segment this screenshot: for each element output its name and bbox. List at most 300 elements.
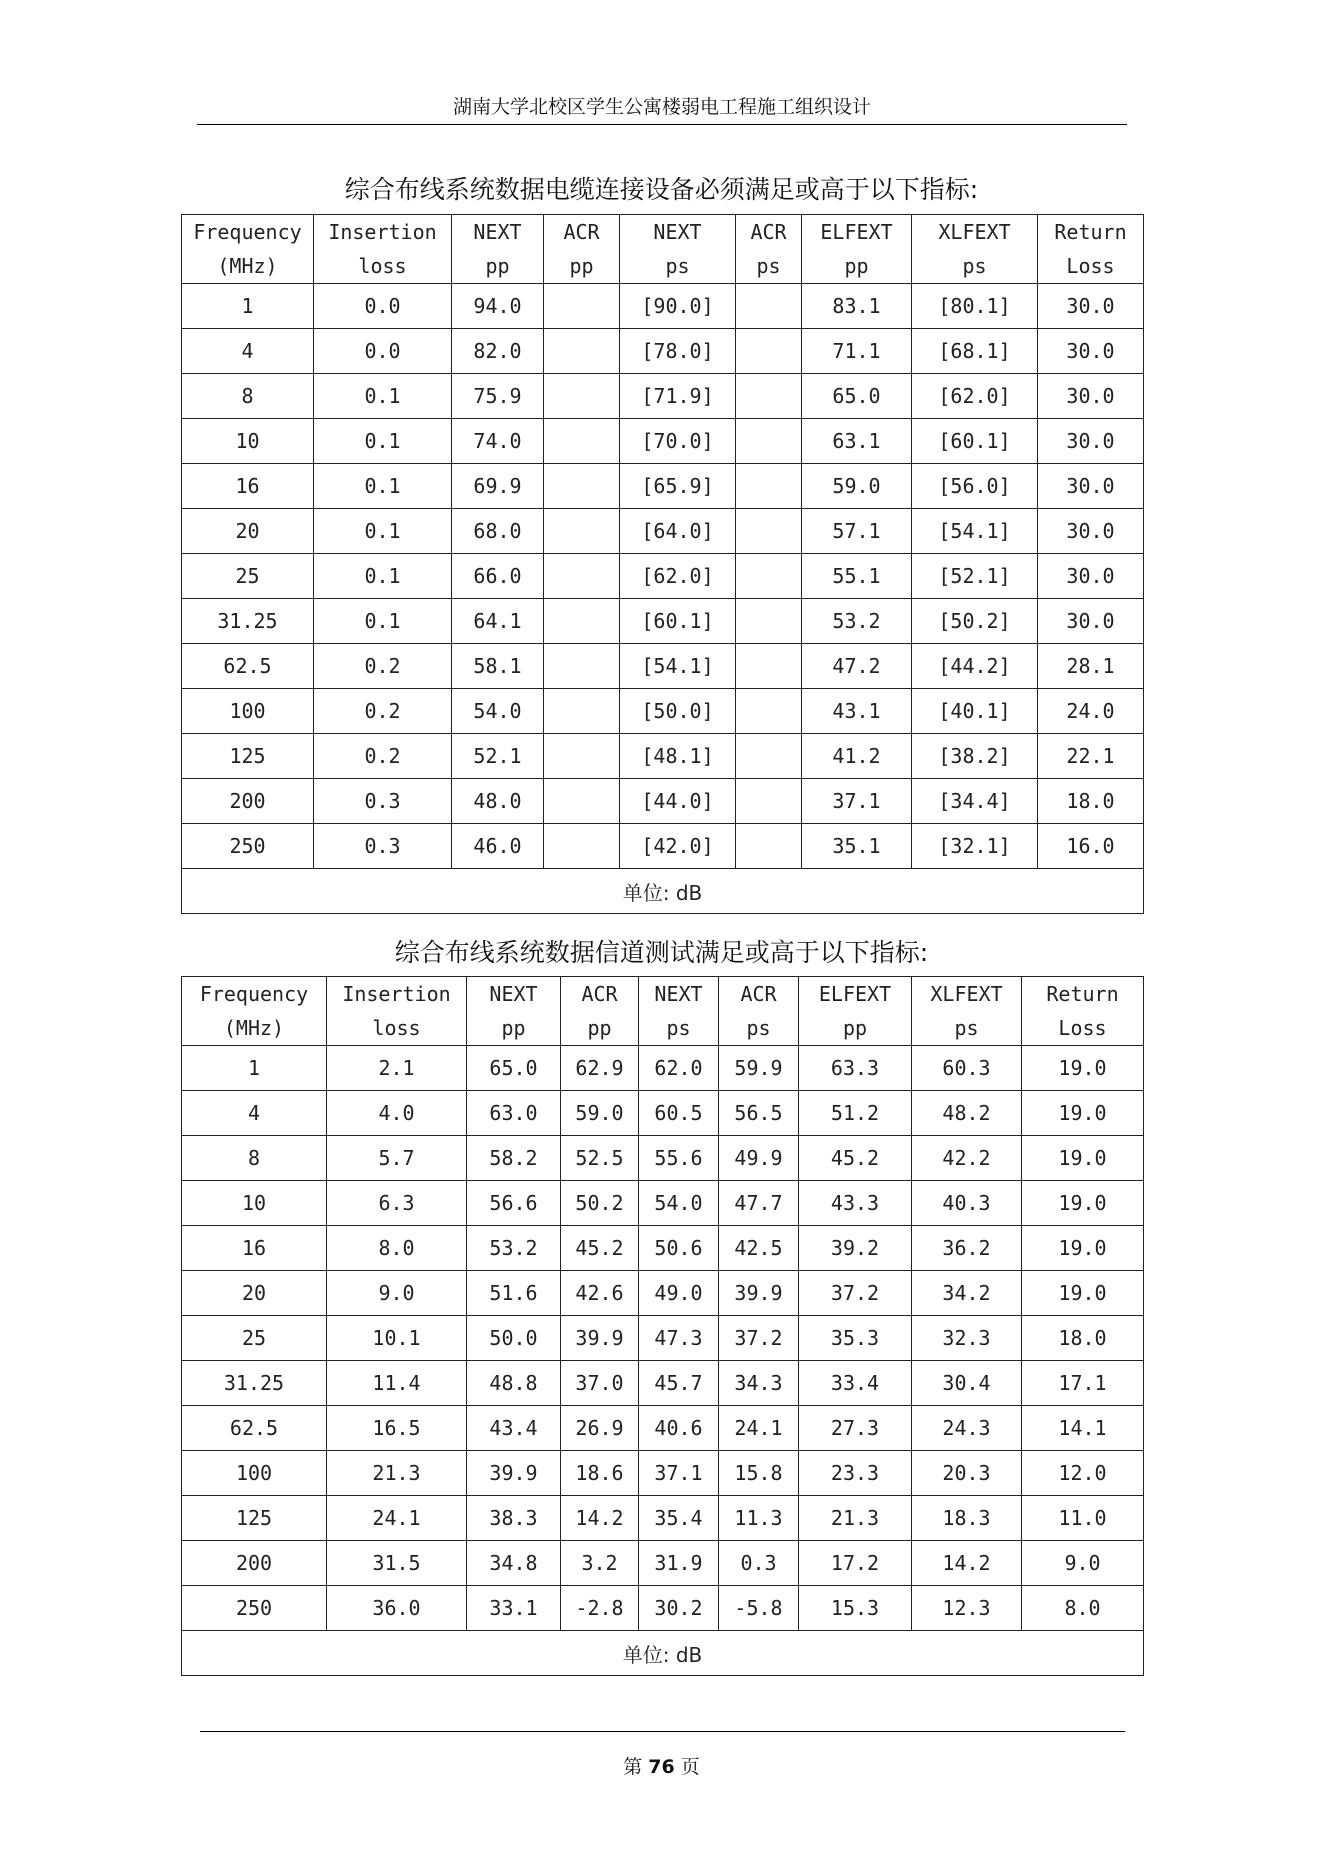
table1-caption: 综合布线系统数据电缆连接设备必须满足或高于以下指标: (344, 175, 979, 204)
header-divider (197, 124, 1127, 125)
table-cell (736, 374, 802, 419)
column-header-line: Return (1046, 982, 1119, 1006)
table-cell: 62.5 (182, 644, 314, 689)
table-cell: 59.0 (802, 464, 912, 509)
table-cell: 64.1 (452, 599, 544, 644)
footer-divider (200, 1731, 1125, 1732)
table-cell: [60.1] (620, 599, 736, 644)
table-cell: 46.0 (452, 824, 544, 869)
column-header-line: ps (666, 1016, 691, 1040)
table-cell: 63.1 (802, 419, 912, 464)
table-cell: 31.5 (327, 1541, 467, 1586)
table-cell: [80.1] (912, 284, 1038, 329)
table-cell: 0.2 (314, 644, 452, 689)
table-cell: 125 (182, 1496, 327, 1541)
table1-column-header (544, 215, 620, 284)
table-cell: 15.8 (719, 1451, 799, 1496)
table-cell: 14.2 (561, 1496, 639, 1541)
cable-connecting-hardware-table (181, 214, 1144, 914)
table-row (182, 374, 1144, 419)
table-cell: [70.0] (620, 419, 736, 464)
table-cell: 53.2 (467, 1226, 561, 1271)
column-header-line: loss (372, 1016, 421, 1040)
table-cell: 54.0 (639, 1181, 719, 1226)
table-cell (544, 419, 620, 464)
table-cell (544, 779, 620, 824)
table-row (182, 689, 1144, 734)
table-cell (736, 464, 802, 509)
table-cell: 57.1 (802, 509, 912, 554)
table-row (182, 779, 1144, 824)
table-cell: 0.1 (314, 509, 452, 554)
table-cell: 31.25 (182, 1361, 327, 1406)
column-header-line: ps (756, 254, 781, 278)
column-header-line: ps (746, 1016, 771, 1040)
table-cell: 12.0 (1022, 1451, 1144, 1496)
column-header-line: ELFEXT (820, 220, 893, 244)
table-cell (736, 419, 802, 464)
table-cell: 56.6 (467, 1181, 561, 1226)
table-cell: 31.9 (639, 1541, 719, 1586)
table-cell: 0.0 (314, 284, 452, 329)
table-cell: 65.0 (467, 1046, 561, 1091)
table-cell: 31.25 (182, 599, 314, 644)
table-cell: 47.7 (719, 1181, 799, 1226)
table-cell: 0.1 (314, 464, 452, 509)
table-cell: 30.0 (1038, 284, 1144, 329)
column-header-line: NEXT (654, 982, 703, 1006)
table-cell: 21.3 (799, 1496, 912, 1541)
table-cell: 1 (182, 284, 314, 329)
table-cell: 24.1 (719, 1406, 799, 1451)
table-cell (736, 734, 802, 779)
table-cell: 17.1 (1022, 1361, 1144, 1406)
column-header-line: loss (358, 254, 407, 278)
table-row (182, 419, 1144, 464)
table-cell (544, 734, 620, 779)
table-cell: 26.9 (561, 1406, 639, 1451)
table1-column-header (620, 215, 736, 284)
table-cell: 51.6 (467, 1271, 561, 1316)
table-cell: 69.9 (452, 464, 544, 509)
table2-header-row (182, 977, 1144, 1046)
table-cell: 74.0 (452, 419, 544, 464)
table-row (182, 554, 1144, 599)
table-row (182, 464, 1144, 509)
table-row (182, 1091, 1144, 1136)
table-cell: 4 (182, 329, 314, 374)
column-header-line: pp (842, 1016, 868, 1040)
table-cell (736, 824, 802, 869)
table-cell: 52.1 (452, 734, 544, 779)
table2-column-header (719, 977, 799, 1046)
table-cell: 4 (182, 1091, 327, 1136)
table-cell: 0.3 (314, 824, 452, 869)
table-cell: [32.1] (912, 824, 1038, 869)
table-cell: 50.6 (639, 1226, 719, 1271)
table-cell: 20 (182, 1271, 327, 1316)
table-cell: 62.0 (639, 1046, 719, 1091)
table-cell: 24.3 (912, 1406, 1022, 1451)
table-cell: 14.2 (912, 1541, 1022, 1586)
table-cell: 58.1 (452, 644, 544, 689)
table-cell: 60.5 (639, 1091, 719, 1136)
table-cell: 25 (182, 554, 314, 599)
table-cell (544, 284, 620, 329)
table-cell: 82.0 (452, 329, 544, 374)
channel-test-table (181, 976, 1144, 1676)
table-cell: [38.2] (912, 734, 1038, 779)
table-cell: 0.1 (314, 419, 452, 464)
table-cell (736, 644, 802, 689)
table-cell: [62.0] (620, 554, 736, 599)
table-cell: 39.9 (719, 1271, 799, 1316)
table-cell: 250 (182, 1586, 327, 1631)
table-row (182, 1496, 1144, 1541)
table-cell: 10 (182, 1181, 327, 1226)
table-cell: 45.7 (639, 1361, 719, 1406)
table-cell: 17.2 (799, 1541, 912, 1586)
table-cell: [50.0] (620, 689, 736, 734)
column-header-line: Return (1054, 220, 1127, 244)
table-cell: 51.2 (799, 1091, 912, 1136)
table2-caption: 综合布线系统数据信道测试满足或高于以下指标: (394, 938, 929, 967)
table-cell (736, 689, 802, 734)
table-cell: 30.0 (1038, 329, 1144, 374)
table-cell: 59.9 (719, 1046, 799, 1091)
table-row (182, 824, 1144, 869)
table-cell: 8 (182, 1136, 327, 1181)
table1-column-header (182, 215, 314, 284)
table1-column-header (1038, 215, 1144, 284)
table-cell: 40.3 (912, 1181, 1022, 1226)
table-cell: 48.8 (467, 1361, 561, 1406)
table-cell (736, 779, 802, 824)
table-cell: 8.0 (1022, 1586, 1144, 1631)
table-cell (544, 509, 620, 554)
table-cell: 68.0 (452, 509, 544, 554)
column-header-line: ps (962, 254, 987, 278)
unit-row (182, 869, 1144, 914)
table-cell: 30.0 (1038, 599, 1144, 644)
table-cell: 58.2 (467, 1136, 561, 1181)
table-cell (736, 554, 802, 599)
table-cell (544, 599, 620, 644)
table-cell: 23.3 (799, 1451, 912, 1496)
table-cell: 63.0 (467, 1091, 561, 1136)
table1-header-row (182, 215, 1144, 284)
table-cell: 34.3 (719, 1361, 799, 1406)
column-header-line: Frequency (199, 982, 309, 1006)
table-row (182, 329, 1144, 374)
table-cell: [44.2] (912, 644, 1038, 689)
table-cell: [71.9] (620, 374, 736, 419)
table-cell: 20.3 (912, 1451, 1022, 1496)
table-cell: 250 (182, 824, 314, 869)
table-cell (544, 554, 620, 599)
table-cell: 125 (182, 734, 314, 779)
column-header-line: NEXT (653, 220, 702, 244)
table-cell: 30.0 (1038, 554, 1144, 599)
table1-column-header (452, 215, 544, 284)
table-cell: 34.2 (912, 1271, 1022, 1316)
table-cell: 65.0 (802, 374, 912, 419)
table-cell: [78.0] (620, 329, 736, 374)
table-cell: 5.7 (327, 1136, 467, 1181)
table-cell: 19.0 (1022, 1271, 1144, 1316)
table-cell: 45.2 (561, 1226, 639, 1271)
table2-column-header (467, 977, 561, 1046)
table-cell: [54.1] (912, 509, 1038, 554)
table-cell: 75.9 (452, 374, 544, 419)
table-cell: 40.6 (639, 1406, 719, 1451)
column-header-line: Insertion (342, 982, 451, 1006)
table-cell: 33.1 (467, 1586, 561, 1631)
table-cell: 48.2 (912, 1091, 1022, 1136)
table-cell: 0.0 (314, 329, 452, 374)
table-cell: 9.0 (1022, 1541, 1144, 1586)
table-cell: 25 (182, 1316, 327, 1361)
table-cell: 0.1 (314, 554, 452, 599)
table-cell: 11.3 (719, 1496, 799, 1541)
table-cell: 34.8 (467, 1541, 561, 1586)
table-cell: 45.2 (799, 1136, 912, 1181)
table-cell: 6.3 (327, 1181, 467, 1226)
table-cell: 63.3 (799, 1046, 912, 1091)
unit-label: 单位: dB (182, 869, 1144, 914)
table-cell: 59.0 (561, 1091, 639, 1136)
table-cell: 19.0 (1022, 1181, 1144, 1226)
table-cell: 30.2 (639, 1586, 719, 1631)
table2-column-header (182, 977, 327, 1046)
table-cell: 38.3 (467, 1496, 561, 1541)
table-cell: 24.0 (1038, 689, 1144, 734)
page-number (0, 1752, 1323, 1779)
table-cell: 30.0 (1038, 509, 1144, 554)
table-cell: -2.8 (561, 1586, 639, 1631)
table-row (182, 1586, 1144, 1631)
table-cell: 48.0 (452, 779, 544, 824)
table2-column-header (799, 977, 912, 1046)
column-header-line: Loss (1066, 254, 1115, 278)
table-cell: 43.4 (467, 1406, 561, 1451)
table-cell: 43.3 (799, 1181, 912, 1226)
table-cell: 39.2 (799, 1226, 912, 1271)
table-cell: 39.9 (467, 1451, 561, 1496)
column-header-line: XLFEXT (930, 982, 1003, 1006)
table-cell: 24.1 (327, 1496, 467, 1541)
table-cell: 10 (182, 419, 314, 464)
table-row (182, 1361, 1144, 1406)
table-cell: 21.3 (327, 1451, 467, 1496)
table-cell: [65.9] (620, 464, 736, 509)
table-cell: [90.0] (620, 284, 736, 329)
table-cell: 62.5 (182, 1406, 327, 1451)
table-cell (736, 329, 802, 374)
table-cell: 28.1 (1038, 644, 1144, 689)
table-row (182, 1226, 1144, 1271)
table-row (182, 1046, 1144, 1091)
table-row (182, 284, 1144, 329)
table-cell: 49.9 (719, 1136, 799, 1181)
table-cell: [50.2] (912, 599, 1038, 644)
table-cell (544, 824, 620, 869)
table-cell: 14.1 (1022, 1406, 1144, 1451)
table2-column-header (639, 977, 719, 1046)
table-cell: 16.5 (327, 1406, 467, 1451)
table-cell (544, 644, 620, 689)
table-row (182, 1136, 1144, 1181)
unit-row (182, 1631, 1144, 1676)
column-header-line: XLFEXT (938, 220, 1011, 244)
table2-column-header (1022, 977, 1144, 1046)
table-cell: 49.0 (639, 1271, 719, 1316)
table-cell: 11.0 (1022, 1496, 1144, 1541)
table-cell: 55.1 (802, 554, 912, 599)
column-header-line: ACR (581, 982, 618, 1006)
table-cell: 0.2 (314, 734, 452, 779)
table-cell: 36.0 (327, 1586, 467, 1631)
table-cell: 0.1 (314, 599, 452, 644)
table-cell: 42.2 (912, 1136, 1022, 1181)
table-row (182, 644, 1144, 689)
table-cell (544, 689, 620, 734)
table-cell: [52.1] (912, 554, 1038, 599)
table-cell (736, 599, 802, 644)
table-cell: 52.5 (561, 1136, 639, 1181)
column-header-line: ps (954, 1016, 979, 1040)
column-header-line: pp (485, 254, 510, 278)
table-row (182, 599, 1144, 644)
table-cell: 18.3 (912, 1496, 1022, 1541)
column-header-line: (MHz) (217, 254, 278, 278)
table2-column-header (912, 977, 1022, 1046)
table1-column-header (912, 215, 1038, 284)
table-cell: 30.4 (912, 1361, 1022, 1406)
table-cell: 30.0 (1038, 464, 1144, 509)
table-cell (736, 284, 802, 329)
table-cell (544, 464, 620, 509)
table-row (182, 1271, 1144, 1316)
table-cell: 19.0 (1022, 1136, 1144, 1181)
table-cell: 42.5 (719, 1226, 799, 1271)
table-cell: 19.0 (1022, 1046, 1144, 1091)
table-row (182, 509, 1144, 554)
table-cell: [64.0] (620, 509, 736, 554)
table2-column-header (327, 977, 467, 1046)
table-cell: 19.0 (1022, 1091, 1144, 1136)
table-cell: [54.1] (620, 644, 736, 689)
table-cell: 200 (182, 1541, 327, 1586)
column-header-line: ACR (563, 220, 600, 244)
page-number-value: 76 (648, 1756, 675, 1778)
table-cell: [56.0] (912, 464, 1038, 509)
table-cell: 16.0 (1038, 824, 1144, 869)
table-cell: 0.1 (314, 374, 452, 419)
table-cell: 41.2 (802, 734, 912, 779)
table-cell: [62.0] (912, 374, 1038, 419)
table-cell: 35.1 (802, 824, 912, 869)
table-cell: 66.0 (452, 554, 544, 599)
table-cell: 22.1 (1038, 734, 1144, 779)
table-cell: 53.2 (802, 599, 912, 644)
table-cell: 0.3 (314, 779, 452, 824)
table-cell: 20 (182, 509, 314, 554)
table-cell: 30.0 (1038, 374, 1144, 419)
table-cell: 18.0 (1022, 1316, 1144, 1361)
column-header-line: pp (569, 254, 594, 278)
column-header-line: NEXT (489, 982, 538, 1006)
table-cell: 83.1 (802, 284, 912, 329)
table-cell: 200 (182, 779, 314, 824)
table-cell: 32.3 (912, 1316, 1022, 1361)
table-cell: 2.1 (327, 1046, 467, 1091)
table-cell: 1 (182, 1046, 327, 1091)
table-cell: 94.0 (452, 284, 544, 329)
table-cell: [42.0] (620, 824, 736, 869)
table-row (182, 1406, 1144, 1451)
table-row (182, 1541, 1144, 1586)
column-header-line: ACR (740, 982, 777, 1006)
column-header-line: ELFEXT (818, 982, 892, 1006)
table-cell: 15.3 (799, 1586, 912, 1631)
page-suffix: 页 (680, 1756, 700, 1778)
table-cell: 10.1 (327, 1316, 467, 1361)
table-cell: 56.5 (719, 1091, 799, 1136)
table-cell: 33.4 (799, 1361, 912, 1406)
table-cell: 60.3 (912, 1046, 1022, 1091)
table-cell: 18.0 (1038, 779, 1144, 824)
table-cell: 4.0 (327, 1091, 467, 1136)
table-cell: 16 (182, 464, 314, 509)
table-cell: 36.2 (912, 1226, 1022, 1271)
table-cell: 47.2 (802, 644, 912, 689)
table-cell: 9.0 (327, 1271, 467, 1316)
column-header-line: ps (665, 254, 690, 278)
table-row (182, 1316, 1144, 1361)
table-cell: 54.0 (452, 689, 544, 734)
table-cell: [68.1] (912, 329, 1038, 374)
table-cell (544, 329, 620, 374)
table-cell: 8 (182, 374, 314, 419)
table-cell: 35.3 (799, 1316, 912, 1361)
column-header-line: (MHz) (223, 1016, 285, 1040)
table-row (182, 1451, 1144, 1496)
column-header-line: Frequency (193, 220, 302, 244)
table-cell: 18.6 (561, 1451, 639, 1496)
table-cell (736, 509, 802, 554)
table-cell: 37.1 (802, 779, 912, 824)
table-cell: 12.3 (912, 1586, 1022, 1631)
table-cell: 35.4 (639, 1496, 719, 1541)
table-cell: -5.8 (719, 1586, 799, 1631)
table-cell: 62.9 (561, 1046, 639, 1091)
table-cell: 50.0 (467, 1316, 561, 1361)
table-cell: 11.4 (327, 1361, 467, 1406)
page-header-title: 湖南大学北校区学生公寓楼弱电工程施工组织设计 (452, 96, 871, 118)
page-prefix: 第 (623, 1756, 643, 1778)
table-row (182, 1181, 1144, 1226)
table-cell: 100 (182, 1451, 327, 1496)
table-cell (544, 374, 620, 419)
table-cell: 71.1 (802, 329, 912, 374)
table-cell: 0.3 (719, 1541, 799, 1586)
column-header-line: NEXT (473, 220, 522, 244)
table2-column-header (561, 977, 639, 1046)
table-cell: 50.2 (561, 1181, 639, 1226)
table-cell: 19.0 (1022, 1226, 1144, 1271)
table-cell: 37.2 (799, 1271, 912, 1316)
